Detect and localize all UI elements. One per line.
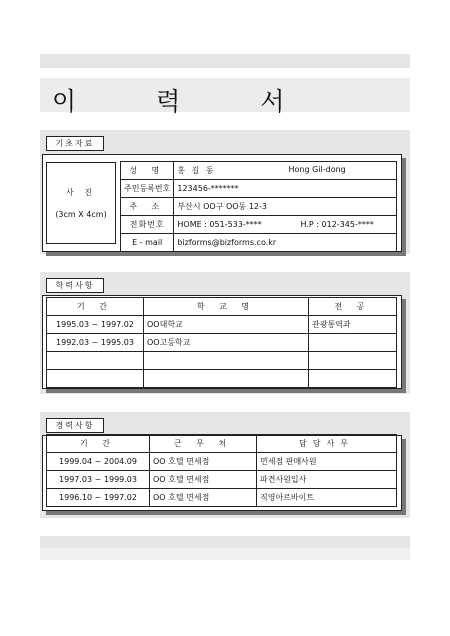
table-row [47, 453, 397, 471]
phone-label: 전화번호 [121, 216, 174, 234]
edu-header-period: 기 간 [47, 298, 144, 316]
basic-tab: 기초자료 [46, 136, 104, 151]
table-row [121, 162, 397, 180]
edu-school: OO고등학교 [144, 334, 309, 352]
career-header-period: 기 간 [47, 435, 150, 453]
email-label: E - mail [121, 234, 174, 252]
edu-major [309, 352, 397, 370]
table-header-row [47, 298, 397, 316]
basic-table [120, 161, 397, 252]
career-workplace: OO 호텔 면세점 [150, 453, 257, 471]
edu-header-major: 전 공 [309, 298, 397, 316]
edu-school [144, 352, 309, 370]
table-row [121, 198, 397, 216]
name-korean: 홍 길 동 [177, 166, 216, 175]
photo-label: 사 진 [66, 188, 96, 197]
top-band [40, 54, 410, 68]
bottom-band-1 [40, 536, 410, 548]
career-period: 1999.04 ~ 2004.09 [47, 453, 150, 471]
career-workplace: OO 호텔 면세점 [150, 489, 257, 507]
mobile-phone: H.P : 012-345-**** [300, 220, 374, 229]
table-row [47, 334, 397, 352]
address-value: 부산시 OO구 OO동 12-3 [174, 198, 397, 216]
resident-number-value: 123456-******* [174, 180, 397, 198]
career-duty: 직영아르바이트 [257, 489, 397, 507]
page-title: 이 력 서 [52, 87, 321, 116]
table-row [47, 316, 397, 334]
education-table [46, 297, 397, 388]
resident-number-label: 주민등록번호 [121, 180, 174, 198]
edu-period [47, 352, 144, 370]
edu-major [309, 370, 397, 388]
career-period: 1996.10 ~ 1997.02 [47, 489, 150, 507]
edu-period: 1995.03 ~ 1997.02 [47, 316, 144, 334]
address-label: 주 소 [121, 198, 174, 216]
photo-size: (3cm X 4cm) [55, 210, 107, 219]
home-phone: HOME : 051-533-**** [177, 220, 262, 229]
email-value: bizforms@bizforms.co.kr [174, 234, 397, 252]
edu-period [47, 370, 144, 388]
edu-major: 관광통역과 [309, 316, 397, 334]
table-row [47, 370, 397, 388]
table-row [121, 234, 397, 252]
career-tab: 경력사항 [46, 418, 104, 433]
edu-period: 1992.03 ~ 1995.03 [47, 334, 144, 352]
table-row [121, 216, 397, 234]
education-tab: 학력사항 [46, 278, 104, 293]
edu-school [144, 370, 309, 388]
name-label: 성 명 [121, 162, 174, 180]
career-duty: 파견사원입사 [257, 471, 397, 489]
photo-box [46, 162, 116, 244]
career-header-workplace: 근 무 처 [150, 435, 257, 453]
edu-header-school: 학 교 명 [144, 298, 309, 316]
table-row [47, 352, 397, 370]
career-duty: 면세점 판매사원 [257, 453, 397, 471]
career-header-duty: 담당사무 [257, 435, 397, 453]
bottom-band-2 [40, 548, 410, 560]
table-header-row [47, 435, 397, 453]
name-english: Hong Gil-dong [288, 165, 346, 174]
phone-value [174, 216, 397, 234]
table-row [47, 471, 397, 489]
table-row [47, 489, 397, 507]
name-value [174, 162, 397, 180]
career-table [46, 434, 397, 507]
table-row [121, 180, 397, 198]
edu-school: OO대학교 [144, 316, 309, 334]
career-period: 1997.03 ~ 1999.03 [47, 471, 150, 489]
career-workplace: OO 호텔 면세점 [150, 471, 257, 489]
edu-major [309, 334, 397, 352]
